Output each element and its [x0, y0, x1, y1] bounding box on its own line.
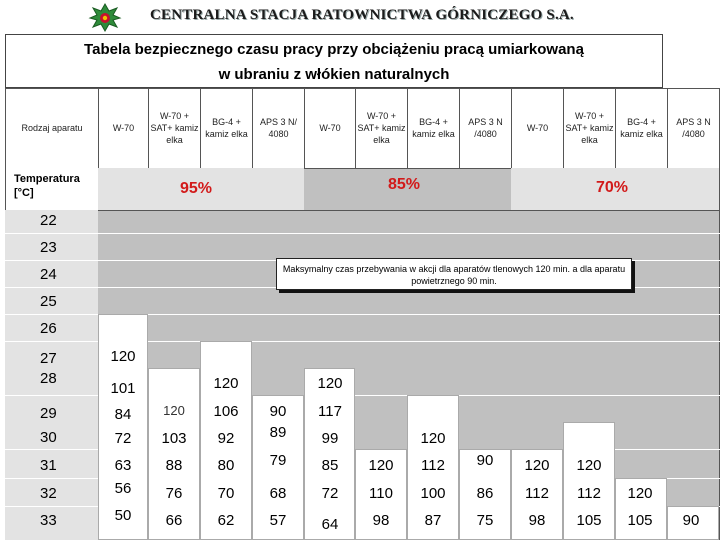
- cell-value: 89: [269, 424, 287, 441]
- temp-27: 27: [40, 350, 57, 367]
- cell-value: 120: [110, 348, 136, 365]
- cell-value: 75: [476, 512, 494, 529]
- cell-value: 120: [524, 457, 550, 474]
- humidity-95: 95%: [180, 180, 213, 197]
- temp-24: 24: [40, 266, 57, 283]
- col-header: W-70 + SAT+ kamiz elka: [357, 111, 406, 145]
- cell-value: 79: [269, 452, 287, 469]
- cell-value: 120: [163, 403, 185, 418]
- cell-value: 120: [420, 430, 446, 447]
- cell-value: 66: [165, 512, 183, 529]
- max-time-note: Maksymalny czas przebywania w akcji dla aparatów tlenowych 120 min. a dla aparatu powietrznego 90 min.: [276, 258, 632, 290]
- temp-30: 30: [40, 429, 57, 446]
- cell-value: 63: [114, 457, 132, 474]
- cell-value: 90: [682, 512, 700, 529]
- cell-value: 76: [165, 485, 183, 502]
- temp-26: 26: [40, 320, 57, 337]
- temp-25: 25: [40, 293, 57, 310]
- cell-value: 98: [372, 512, 390, 529]
- cell-value: 90: [476, 452, 494, 469]
- cell-value: 72: [321, 485, 339, 502]
- cell-value: 86: [476, 485, 494, 502]
- cell-value: 112: [577, 485, 601, 502]
- col-header: W-70: [319, 123, 341, 133]
- cell-value: 120: [627, 485, 653, 502]
- title-line-2: w ubraniu z włókien naturalnych: [218, 66, 450, 83]
- cell-value: 87: [424, 512, 442, 529]
- cell-value: 105: [627, 512, 653, 529]
- humidity-85: 85%: [388, 176, 421, 193]
- temp-29: 29: [40, 405, 57, 422]
- col-header: W-70 + SAT+ kamiz elka: [150, 111, 199, 145]
- cell-value: 117: [318, 403, 342, 420]
- cell-value: 106: [213, 403, 239, 420]
- cell-value: 92: [217, 430, 235, 447]
- col-header: APS 3 N/ 4080: [259, 117, 297, 139]
- col-header: APS 3 N /4080: [676, 117, 711, 139]
- cell-value: 90: [269, 403, 287, 420]
- cell-value: 72: [114, 430, 132, 447]
- rescue-emblem-logo: [88, 2, 122, 32]
- cell-value: 103: [161, 430, 187, 447]
- col-header: W-70: [112, 123, 135, 133]
- cell-value: 88: [165, 457, 183, 474]
- cell-value: 84: [114, 406, 132, 423]
- temperature-label-text: Temperatura: [14, 173, 80, 185]
- table-title: [5, 34, 663, 88]
- cell-value: 120: [317, 375, 343, 392]
- temp-32: 32: [40, 485, 57, 502]
- cell-value: 110: [369, 485, 393, 502]
- cell-value: 57: [269, 512, 287, 529]
- cell-value: 70: [217, 485, 235, 502]
- cell-value: 64: [321, 516, 339, 533]
- cell-value: 68: [269, 485, 287, 502]
- title-line-1: Tabela bezpiecznego czasu pracy przy obciążeniu pracą umiarkowaną: [84, 41, 584, 58]
- cell-value: 62: [217, 512, 235, 529]
- col-header: BG-4 + kamiz elka: [412, 117, 455, 139]
- cell-value: 105: [576, 512, 602, 529]
- col-header: W-70 + SAT+ kamiz elka: [565, 111, 614, 145]
- cell-value: 120: [576, 457, 602, 474]
- col-header: APS 3 N /4080: [468, 117, 503, 139]
- temp-22: 22: [40, 212, 57, 229]
- cell-value: 50: [114, 507, 132, 524]
- cell-value: 98: [528, 512, 546, 529]
- organization-name: CENTRALNA STACJA RATOWNICTWA GÓRNICZEGO S.A.: [150, 7, 574, 23]
- cell-value: 99: [321, 430, 339, 447]
- temp-28: 28: [40, 370, 57, 387]
- temp-33: 33: [40, 512, 57, 529]
- col-header: BG-4 + kamiz elka: [620, 117, 663, 139]
- cell-value: 101: [110, 380, 136, 397]
- col-header: W-70: [526, 123, 549, 133]
- cell-value: 85: [321, 457, 339, 474]
- cell-value: 112: [421, 457, 445, 474]
- temp-31: 31: [40, 457, 57, 474]
- cell-value: 112: [525, 485, 549, 502]
- device-type-header: Rodzaj aparatu: [21, 123, 83, 133]
- cell-value: 56: [114, 480, 132, 497]
- cell-value: 100: [420, 485, 446, 502]
- humidity-70: 70%: [596, 179, 629, 196]
- cell-value: 120: [368, 457, 394, 474]
- temperature-unit: [°C]: [14, 187, 34, 199]
- col-header: BG-4 + kamiz elka: [205, 117, 248, 139]
- temperature-label: [6, 168, 98, 210]
- cell-value: 80: [217, 457, 235, 474]
- temp-23: 23: [40, 239, 57, 256]
- cell-value: 120: [213, 375, 239, 392]
